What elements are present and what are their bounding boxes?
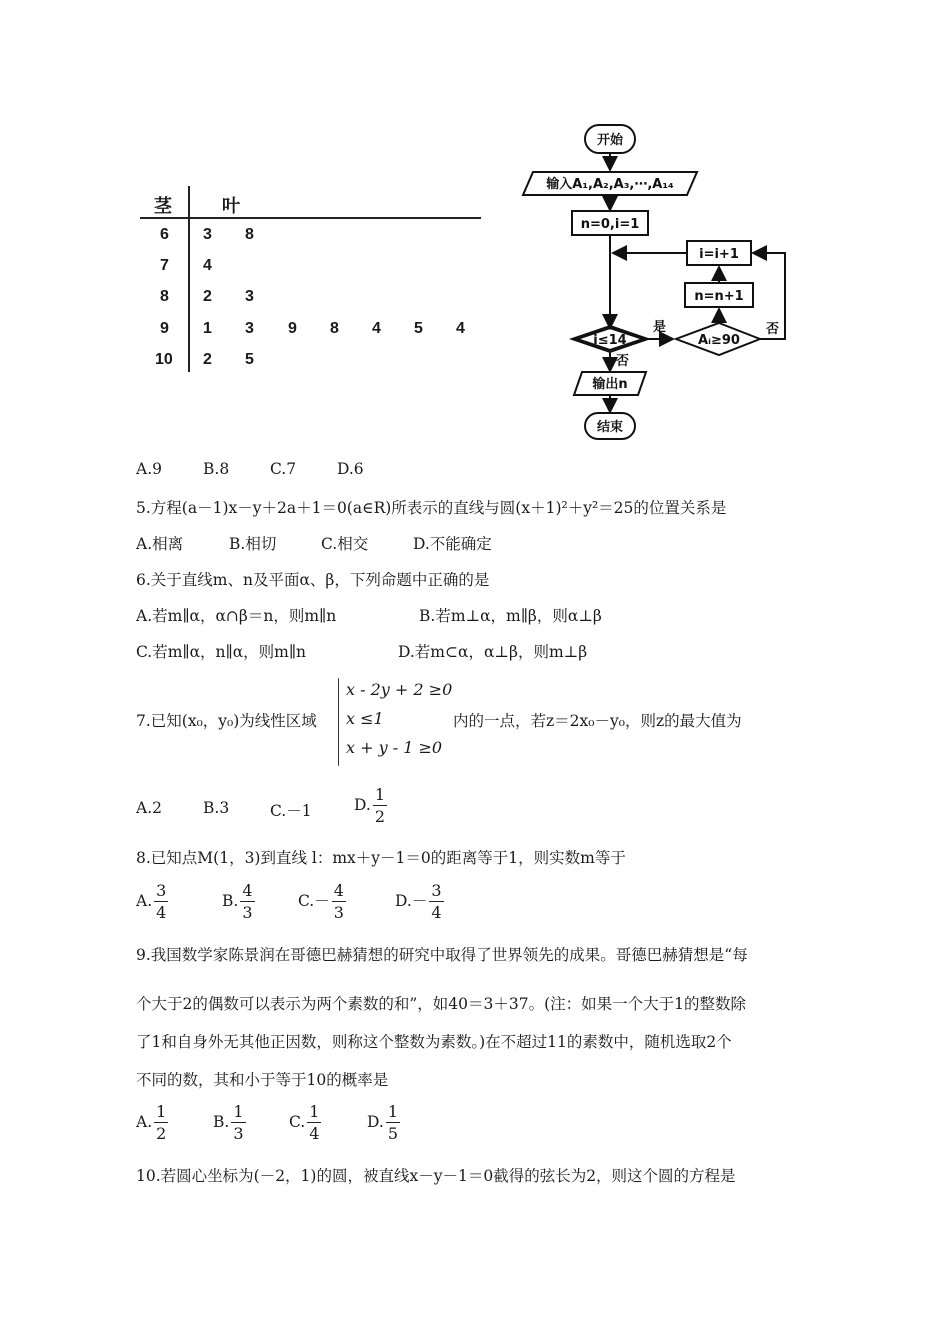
q9-line-3: 了1和自身外无其他正因数，则称这个整数为素数。)在不超过11的素数中，随机选取2个 — [136, 1033, 732, 1051]
q6-option-a: A.若m∥α，α∩β＝n，则m∥n — [136, 607, 337, 625]
stem-value: 8 — [160, 288, 169, 305]
q4-option-b: B.8 — [203, 460, 230, 478]
q8-option-a — [136, 883, 170, 921]
leaf-value: 3 — [203, 226, 212, 243]
q4-option-a: A.9 — [136, 460, 162, 478]
option-label: D.－ — [395, 892, 428, 910]
fraction — [231, 1104, 245, 1142]
stem-header: 茎 — [154, 196, 172, 216]
denominator: 3 — [333, 903, 344, 922]
flowchart — [500, 115, 820, 450]
q5-option-a: A.相离 — [136, 535, 184, 553]
start-label: 开始 — [596, 133, 624, 148]
stem-divider — [188, 186, 190, 372]
option-label: C.－ — [298, 892, 330, 910]
denominator: 4 — [156, 903, 167, 922]
q7-option-d-label: D. — [354, 796, 371, 814]
q5-option-b: B.相切 — [229, 535, 277, 553]
option-label: C. — [289, 1113, 306, 1131]
numerator: 4 — [242, 881, 253, 900]
q9-option-b — [213, 1104, 248, 1142]
no-bottom-label: 否 — [616, 354, 630, 369]
fraction — [386, 1104, 400, 1142]
fraction — [154, 1104, 168, 1142]
leaf-value: 9 — [288, 320, 297, 337]
numerator: 1 — [233, 1102, 244, 1121]
leaf-value: 8 — [245, 226, 254, 243]
denominator: 3 — [233, 1124, 244, 1143]
leaf-value: 4 — [456, 320, 465, 337]
stem-value: 10 — [155, 351, 173, 368]
q9-line-2: 个大于2的偶数可以表示为两个素数的和”，如40＝3＋37。(注：如果一个大于1的整数除 — [136, 995, 747, 1013]
q6-option-b: B.若m⊥α，m∥β，则α⊥β — [419, 607, 602, 625]
option-label: B. — [213, 1113, 230, 1131]
q7-option-a: A.2 — [136, 799, 162, 817]
option-label: A. — [136, 892, 153, 910]
q4-option-c: C.7 — [270, 460, 297, 478]
q9-line-1: 9.我国数学家陈景润在哥德巴赫猜想的研究中取得了世界领先的成果。哥德巴赫猜想是“每 — [136, 946, 748, 964]
q9-option-c — [289, 1104, 323, 1142]
input-label: 输入A₁,A₂,A₃,⋯,A₁₄ — [546, 177, 674, 192]
q6-option-c: C.若m∥α，n∥α，则m∥n — [136, 643, 307, 661]
leaf-value: 1 — [203, 320, 212, 337]
q7-option-c: C.－1 — [270, 802, 312, 820]
q7-prefix: 7.已知(x₀，y₀)为线性区域 — [136, 712, 317, 730]
inequality-1: x - 2y + 2 ≥0 — [346, 680, 453, 699]
option-label: D. — [367, 1113, 384, 1131]
q7-option-b: B.3 — [203, 799, 230, 817]
no-label: 否 — [766, 322, 780, 337]
inequality-2: x ≤1 — [346, 709, 384, 728]
fraction — [429, 883, 443, 921]
inc-n-label: n=n+1 — [694, 289, 744, 304]
q5-stem: 5.方程(a－1)x－y＋2a＋1＝0(a∈R)所表示的直线与圆(x＋1)²＋y²＝25的位置关系是 — [136, 499, 727, 517]
cond-i-label: i≤14 — [593, 333, 627, 348]
leaf-value: 4 — [203, 257, 212, 274]
q8-option-d — [395, 883, 446, 921]
q8-option-b — [222, 883, 257, 921]
denominator: 2 — [374, 807, 385, 826]
numerator: 1 — [387, 1102, 398, 1121]
stem-value: 6 — [160, 226, 169, 243]
leaf-value: 3 — [245, 320, 254, 337]
end-label: 结束 — [596, 420, 624, 435]
q6-option-d: D.若m⊂α，α⊥β，则m⊥β — [398, 643, 588, 661]
leaf-value: 5 — [245, 351, 254, 368]
q4-option-d: D.6 — [337, 460, 364, 478]
system-brace — [338, 678, 339, 766]
header-rule — [140, 217, 481, 219]
denominator: 2 — [156, 1124, 167, 1143]
leaf-value: 2 — [203, 351, 212, 368]
output-label: 输出n — [592, 377, 628, 392]
q5-option-c: C.相交 — [321, 535, 369, 553]
leaf-header: 叶 — [222, 196, 240, 216]
denominator: 4 — [309, 1124, 320, 1143]
q7-option-d — [354, 787, 389, 825]
q10-stem: 10.若圆心坐标为(－2，1)的圆，被直线x－y－1＝0截得的弦长为2，则这个圆的方程是 — [136, 1167, 736, 1185]
stem-value: 9 — [160, 320, 169, 337]
leaf-value: 5 — [414, 320, 423, 337]
leaf-value: 2 — [203, 288, 212, 305]
numerator: 3 — [156, 881, 167, 900]
denominator: 3 — [242, 903, 253, 922]
option-label: B. — [222, 892, 239, 910]
q8-stem: 8.已知点M(1，3)到直线 l：mx＋y－1＝0的距离等于1，则实数m等于 — [136, 849, 626, 867]
q5-option-d: D.不能确定 — [413, 535, 492, 553]
q9-line-4: 不同的数，其和小于等于10的概率是 — [136, 1071, 389, 1089]
q8-option-c — [298, 883, 348, 921]
inc-i-label: i=i+1 — [699, 247, 739, 262]
denominator: 5 — [387, 1124, 398, 1143]
numerator: 1 — [374, 785, 385, 804]
q9-option-a — [136, 1104, 170, 1142]
fraction — [154, 883, 168, 921]
yes-label: 是 — [653, 320, 667, 335]
q9-option-d — [367, 1104, 402, 1142]
fraction — [307, 1104, 321, 1142]
q6-stem: 6.关于直线m、n及平面α、β，下列命题中正确的是 — [136, 571, 490, 589]
denominator: 4 — [431, 903, 442, 922]
cond-a-label: Aᵢ≥90 — [698, 333, 740, 348]
numerator: 1 — [309, 1102, 320, 1121]
leaf-value: 3 — [245, 288, 254, 305]
numerator: 1 — [156, 1102, 167, 1121]
numerator: 3 — [431, 881, 442, 900]
stem-value: 7 — [160, 257, 169, 274]
leaf-value: 4 — [372, 320, 381, 337]
q7-suffix: 内的一点，若z＝2x₀－y₀，则z的最大值为 — [453, 712, 742, 730]
fraction — [332, 883, 346, 921]
fraction — [373, 787, 387, 825]
option-label: A. — [136, 1113, 153, 1131]
numerator: 4 — [333, 881, 344, 900]
init-label: n=0,i=1 — [580, 217, 640, 232]
leaf-value: 8 — [330, 320, 339, 337]
inequality-3: x + y - 1 ≥0 — [346, 738, 443, 757]
fraction — [240, 883, 254, 921]
